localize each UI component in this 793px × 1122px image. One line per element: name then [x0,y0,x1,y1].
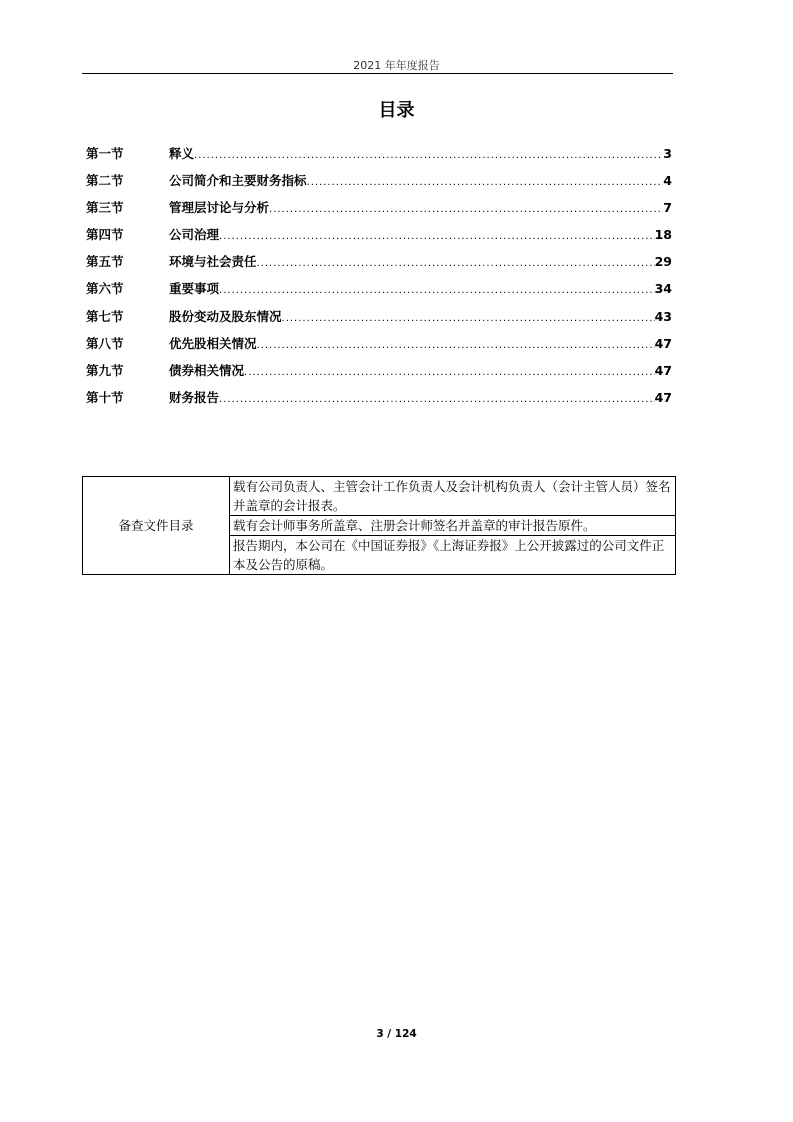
toc-leader-dots [194,150,663,161]
toc-leader-dots [219,394,655,405]
toc-entry-7[interactable] [86,307,672,334]
toc-leader-dots [219,285,655,296]
toc-section-name: 重要事项 [169,281,220,297]
toc-section-number: 第一节 [86,146,124,161]
toc-section-number: 第八节 [86,335,124,351]
toc-entry-3[interactable] [86,198,672,225]
toc-page-number: 34 [654,281,672,297]
toc-entry-5[interactable] [86,252,672,279]
toc-page-number: 18 [654,227,672,243]
toc-entry-9[interactable] [86,361,672,388]
toc-section-number: 第九节 [86,362,124,378]
toc-page-number: 47 [654,389,672,405]
page-number: 3 / 124 [376,1028,417,1040]
toc-section-number: 第五节 [86,254,124,270]
table-of-contents [86,144,672,415]
toc-page-number: 4 [663,173,672,189]
toc-section-number: 第七节 [86,308,124,324]
toc-entry-10[interactable] [86,388,672,415]
reference-document-item: 载有公司负责人、主管会计工作负责人及会计机构负责人（会计主管人员）签名并盖章的会计报表。 [230,477,676,516]
toc-entry-8[interactable] [86,334,672,361]
toc-entry-1[interactable] [86,144,672,171]
toc-section-number: 第十节 [86,389,124,405]
toc-section-name: 公司治理 [169,227,220,243]
toc-leader-dots [257,340,655,351]
toc-section-name: 优先股相关情况 [169,335,257,351]
reference-documents-table [82,476,676,575]
toc-section-name: 财务报告 [169,389,220,405]
toc-leader-dots [219,231,655,242]
toc-entry-2[interactable] [86,171,672,198]
toc-section-name: 公司简介和主要财务指标 [169,173,307,189]
toc-section-name: 股份变动及股东情况 [169,308,282,324]
reference-document-item: 载有会计师事务所盖章、注册会计师签名并盖章的审计报告原件。 [230,516,676,536]
toc-section-number: 第四节 [86,227,124,243]
toc-section-name: 债券相关情况 [169,362,245,378]
toc-page-number: 3 [663,146,672,161]
toc-section-name: 释义 [169,146,195,161]
toc-section-number: 第三节 [86,200,124,216]
toc-leader-dots [307,177,664,188]
table-row [83,477,676,516]
toc-section-number: 第六节 [86,281,124,297]
toc-page-number: 7 [663,200,672,216]
toc-leader-dots [257,258,655,269]
toc-section-name: 环境与社会责任 [169,254,257,270]
toc-section-number: 第二节 [86,173,124,189]
toc-entry-4[interactable] [86,225,672,252]
toc-page-number: 47 [654,335,672,351]
reference-documents-label: 备查文件目录 [83,477,230,575]
running-header-title: 2021 年年度报告 [353,59,440,72]
toc-leader-dots [269,204,663,215]
toc-leader-dots [282,313,655,324]
toc-page-number: 43 [654,308,672,324]
toc-entry-6[interactable] [86,279,672,306]
toc-leader-dots [244,367,655,378]
toc-section-name: 管理层讨论与分析 [169,200,270,216]
toc-page-number: 47 [654,362,672,378]
header-divider [82,73,673,74]
toc-page-number: 29 [654,254,672,270]
toc-title: 目录 [378,100,415,121]
reference-document-item: 报告期内，本公司在《中国证券报》《上海证券报》上公开披露过的公司文件正本及公告的原稿。 [230,536,676,575]
